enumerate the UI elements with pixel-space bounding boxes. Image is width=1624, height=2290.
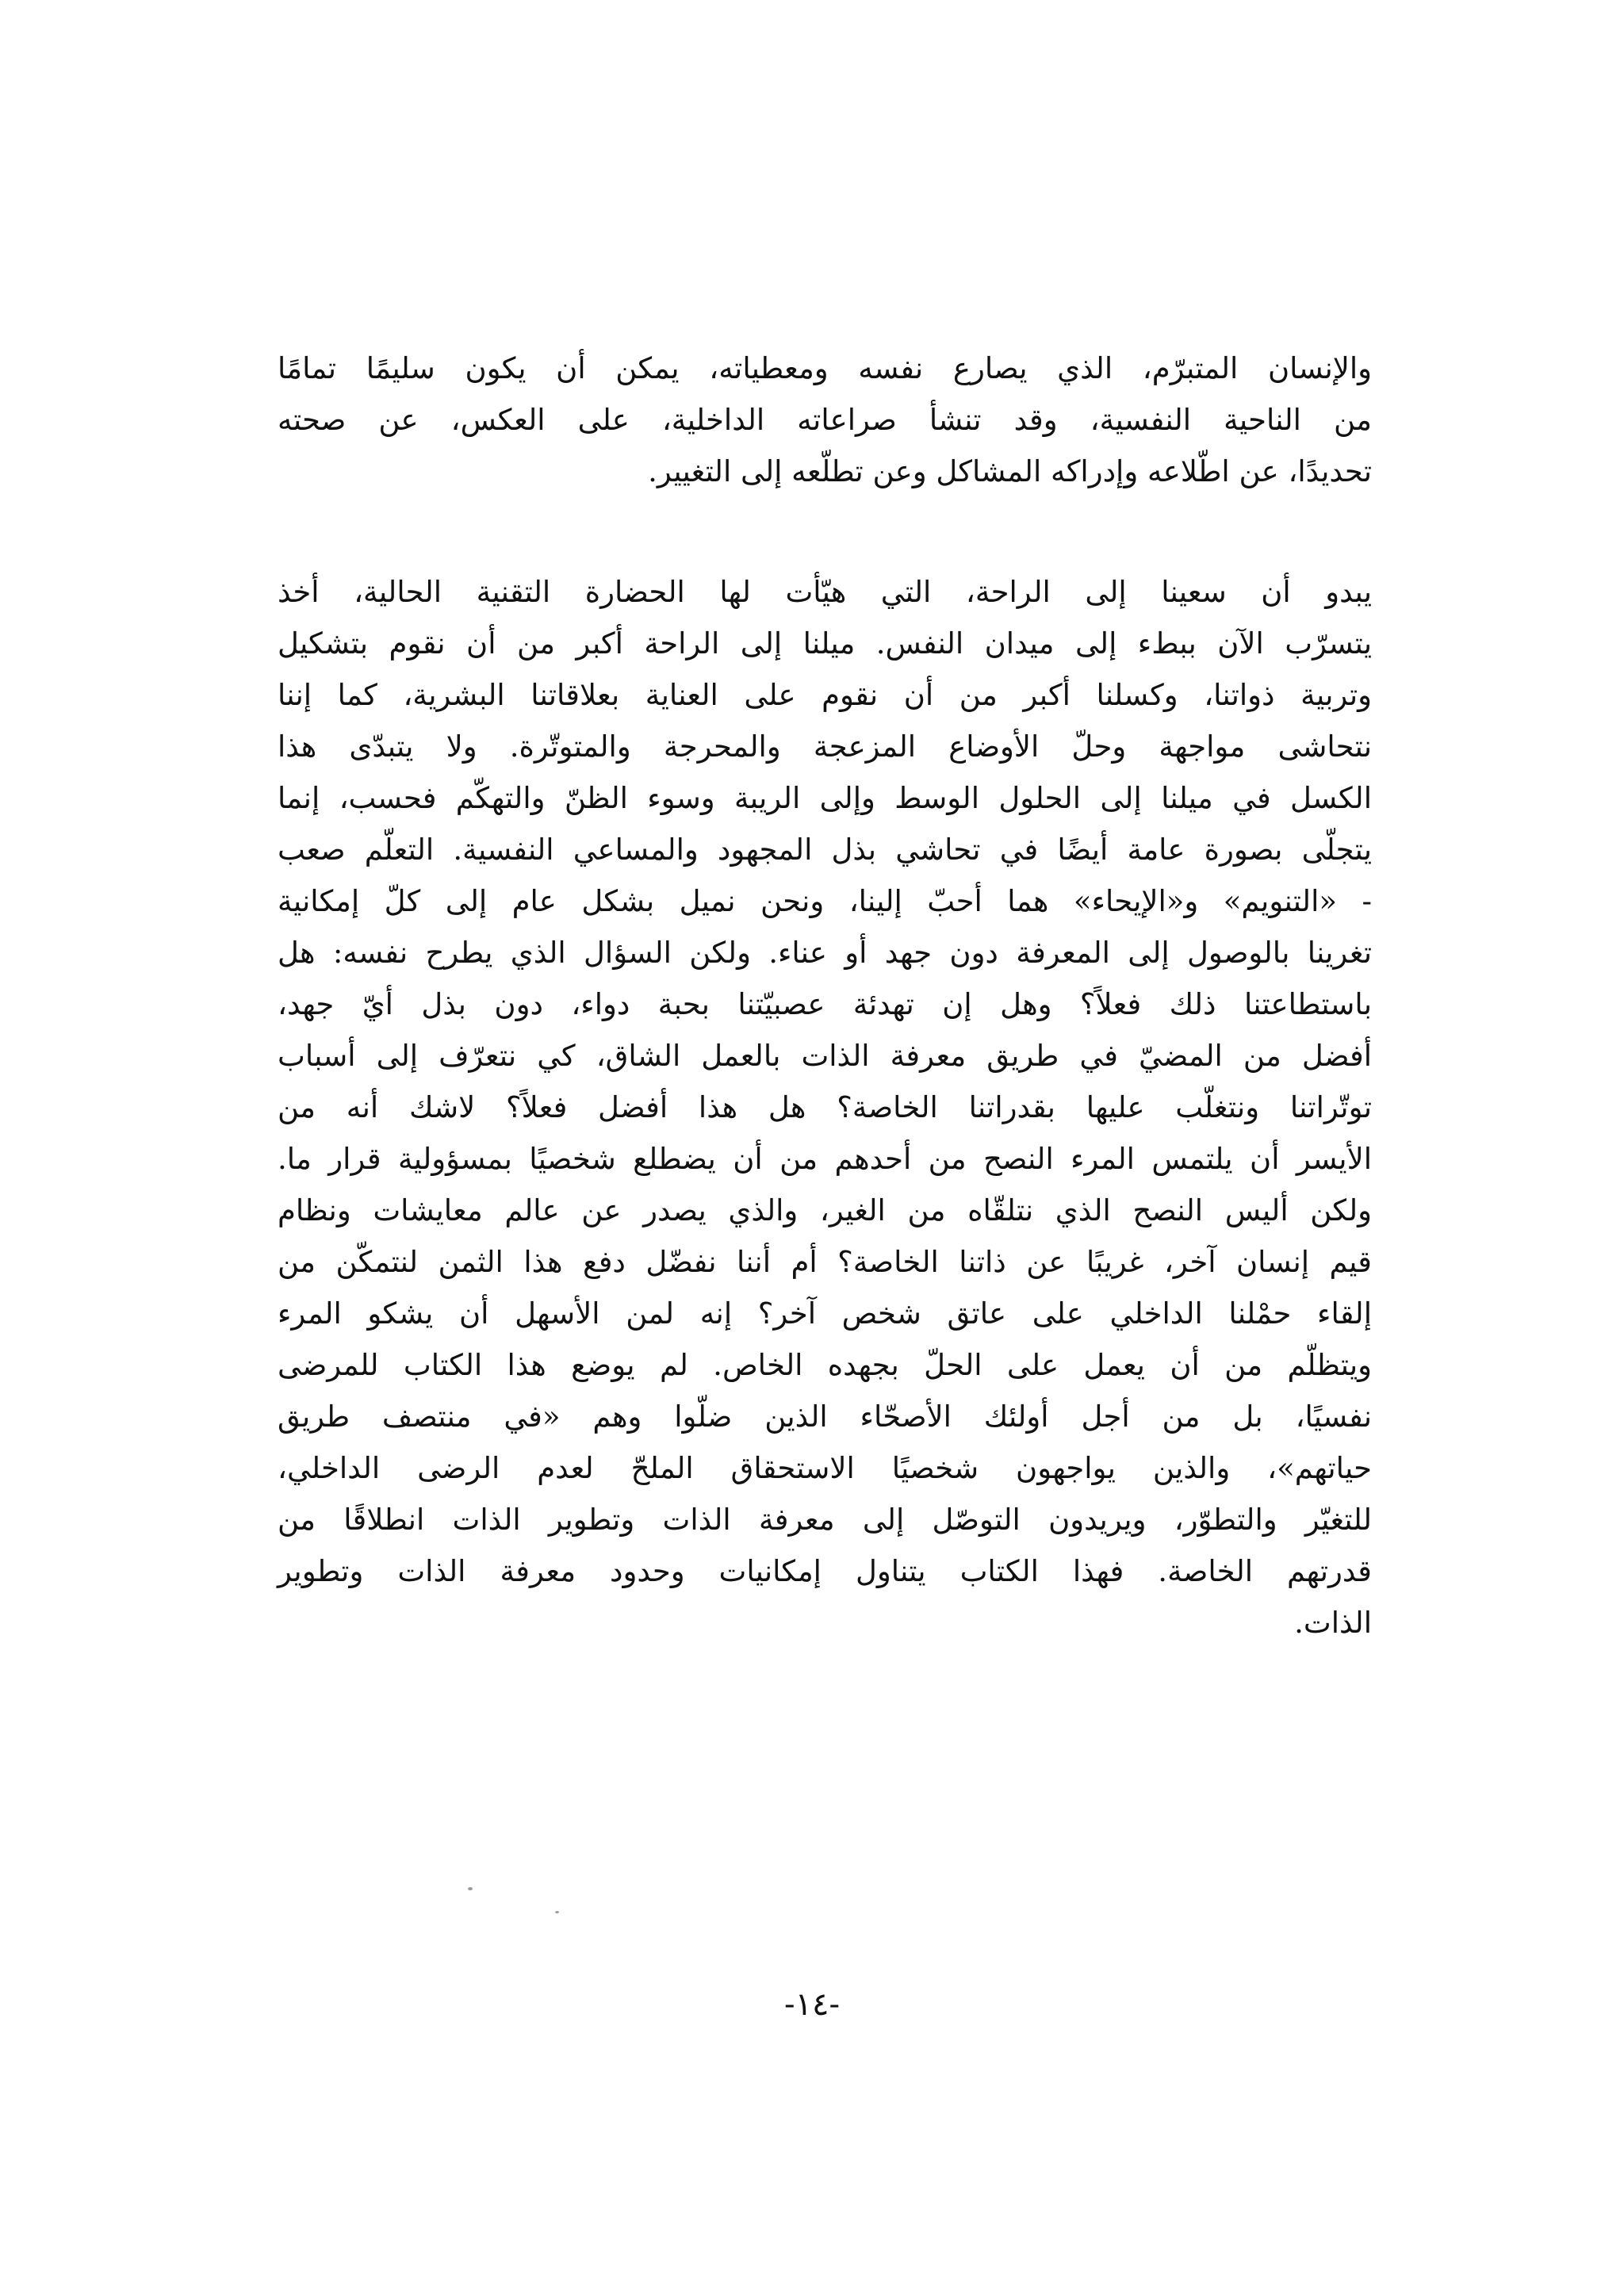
text-line: - «التنويم» و«الإيحاء» هما أحبّ إلينا، ونحن نميل بشكل عام إلى كلّ إمكانية [278, 884, 1372, 918]
text-line: يبدو أن سعينا إلى الراحة، التي هيّأت لها الحضارة التقنية الحالية، أخذ [278, 575, 1372, 609]
paragraph-1 [278, 343, 1372, 497]
text-line: يتجلّى بصورة عامة أيضًا في تحاشي بذل المجهود والمساعي النفسية. التعلّم صعب [278, 833, 1372, 867]
text-line: الكسل في ميلنا إلى الحلول الوسط وإلى الريبة وسوء الظنّ والتهكّم فحسب، إنما [278, 781, 1372, 815]
text-line: نفسيًا، بل من أجل أولئك الأصحّاء الذين ضلّوا وهم «في منتصف طريق [278, 1400, 1372, 1434]
text-line: توتّراتنا ونتغلّب عليها بقدراتنا الخاصة؟ هل هذا أفضل فعلاً؟ لاشك أنه من [278, 1090, 1372, 1124]
text-line: الذات. [1294, 1606, 1372, 1640]
text-line: ويتظلّم من أن يعمل على الحلّ بجهده الخاص. لم يوضع هذا الكتاب للمرضى [278, 1348, 1372, 1382]
scan-speck [555, 1911, 559, 1913]
text-line: باستطاعتنا ذلك فعلاً؟ وهل إن تهدئة عصبيّتنا بحبة دواء، دون بذل أيّ جهد، [278, 987, 1372, 1021]
text-line: يتسرّب الآن ببطء إلى ميدان النفس. ميلنا إلى الراحة أكبر من أن نقوم بتشكيل [278, 626, 1372, 661]
text-line: للتغيّر والتطوّر، ويريدون التوصّل إلى معرفة الذات وتطوير الذات انطلاقًا من [278, 1503, 1372, 1537]
text-line: تغرينا بالوصول إلى المعرفة دون جهد أو عناء. ولكن السؤال الذي يطرح نفسه: هل [278, 936, 1372, 970]
text-line: قدرتهم الخاصة. فهذا الكتاب يتناول إمكانيات وحدود معرفة الذات وتطوير [278, 1554, 1372, 1588]
text-line: وتربية ذواتنا، وكسلنا أكبر من أن نقوم على العناية بعلاقاتنا البشرية، كما إننا [278, 678, 1372, 712]
text-line: نتحاشى مواجهة وحلّ الأوضاع المزعجة والمحرجة والمتوتّرة. ولا يتبدّى هذا [278, 730, 1372, 764]
text-line: والإنسان المتبرّم، الذي يصارع نفسه ومعطياته، يمكن أن يكون سليمًا تمامًا [278, 351, 1372, 385]
text-line: تحديدًا، عن اطّلاعه وإدراكه المشاكل وعن تطلّعه إلى التغيير. [648, 454, 1372, 488]
text-line: أفضل من المضيّ في طريق معرفة الذات بالعمل الشاق، كي نتعرّف إلى أسباب [278, 1039, 1372, 1073]
text-line: من الناحية النفسية، وقد تنشأ صراعاته الداخلية، على العكس، عن صحته [278, 403, 1372, 437]
text-line: قيم إنسان آخر، غريبًا عن ذاتنا الخاصة؟ أم أننا نفضّل دفع هذا الثمن لنتمكّن من [278, 1245, 1372, 1279]
text-line: إلقاء حمْلنا الداخلي على عاتق شخص آخر؟ إنه لمن الأسهل أن يشكو المرء [278, 1296, 1372, 1331]
paragraph-2 [278, 566, 1372, 1649]
text-line: حياتهم»، والذين يواجهون شخصيًا الاستحقاق الملحّ لعدم الرضى الداخلي، [278, 1451, 1372, 1485]
text-line: ولكن أليس النصح الذي نتلقّاه من الغير، والذي يصدر عن عالم معايشات ونظام [278, 1193, 1372, 1227]
text-line: الأيسر أن يلتمس المرء النصح من أحدهم من أن يضطلع شخصيًا بمسؤولية قرار ما. [278, 1142, 1372, 1176]
scan-speck [468, 1887, 473, 1890]
page-number: -١٤- [784, 1986, 840, 2023]
